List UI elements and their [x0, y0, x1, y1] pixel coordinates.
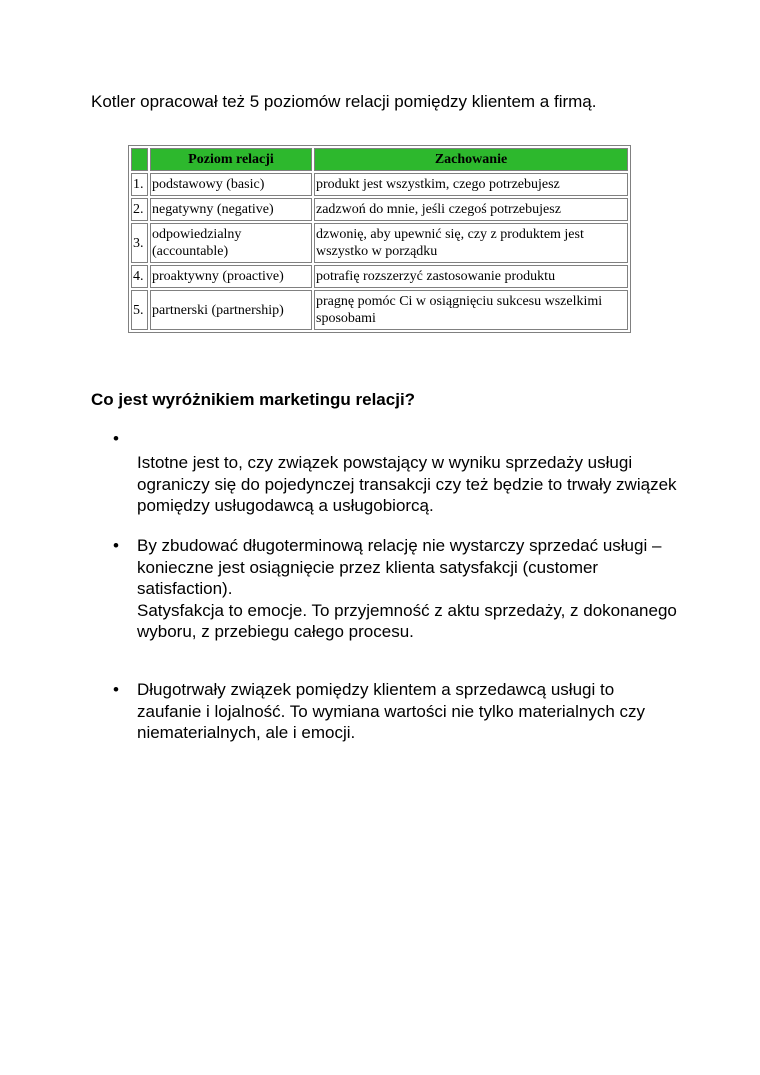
table-header-row	[131, 148, 628, 171]
row-level: podstawowy (basic)	[150, 173, 312, 196]
row-number: 1.	[131, 173, 148, 196]
row-behavior: zadzwoń do mnie, jeśli czegoś potrzebujesz	[314, 198, 628, 221]
row-behavior: produkt jest wszystkim, czego potrzebujesz	[314, 173, 628, 196]
header-behavior: Zachowanie	[314, 148, 628, 171]
header-level: Poziom relacji	[150, 148, 312, 171]
bullet-text: Istotne jest to, czy związek powstający w wyniku sprzedaży usługi ograniczy się do pojedynczej transakcji czy też będzie to trwały związek pomiędzy usługodawcą a usługobiorcą.	[137, 453, 677, 515]
table-row	[131, 265, 628, 288]
bullet-icon: •	[113, 680, 119, 699]
relation-levels-table	[128, 145, 631, 333]
section-title: Co jest wyróżnikiem marketingu relacji?	[91, 390, 416, 409]
bullet-icon: •	[113, 536, 119, 555]
bullet-text-continued: Satysfakcja to emocje. To przyjemność z aktu sprzedaży, z dokonanego wyboru, z przebiegu całego procesu.	[137, 600, 677, 641]
row-level: negatywny (negative)	[150, 198, 312, 221]
bullet-text: By zbudować długoterminową relację nie wystarczy sprzedać usługi – konieczne jest osiągnięcie przez klienta satysfakcji (customer satisfaction).	[137, 536, 662, 598]
row-level: proaktywny (proactive)	[150, 265, 312, 288]
row-number: 5.	[131, 290, 148, 330]
intro-paragraph: Kotler opracował też 5 poziomów relacji pomiędzy klientem a firmą.	[91, 92, 597, 111]
row-number: 3.	[131, 223, 148, 263]
row-behavior: dzwonię, aby upewnić się, czy z produktem jest wszystko w porządku	[314, 223, 628, 263]
row-behavior: potrafię rozszerzyć zastosowanie produktu	[314, 265, 628, 288]
table-row	[131, 173, 628, 196]
table-row	[131, 223, 628, 263]
header-blank	[131, 148, 148, 171]
row-number: 4.	[131, 265, 148, 288]
row-number: 2.	[131, 198, 148, 221]
bullet-text: Długotrwały związek pomiędzy klientem a sprzedawcą usługi to zaufanie i lojalność. To wymiana wartości nie tylko materialnych czy niematerialnych, ale i emocji.	[137, 680, 646, 742]
bullet-icon: •	[113, 429, 119, 448]
table-row	[131, 290, 628, 330]
row-level: odpowiedzialny (accountable)	[150, 223, 312, 263]
row-level: partnerski (partnership)	[150, 290, 312, 330]
row-behavior: pragnę pomóc Ci w osiągnięciu sukcesu wszelkimi sposobami	[314, 290, 628, 330]
table-row	[131, 198, 628, 221]
